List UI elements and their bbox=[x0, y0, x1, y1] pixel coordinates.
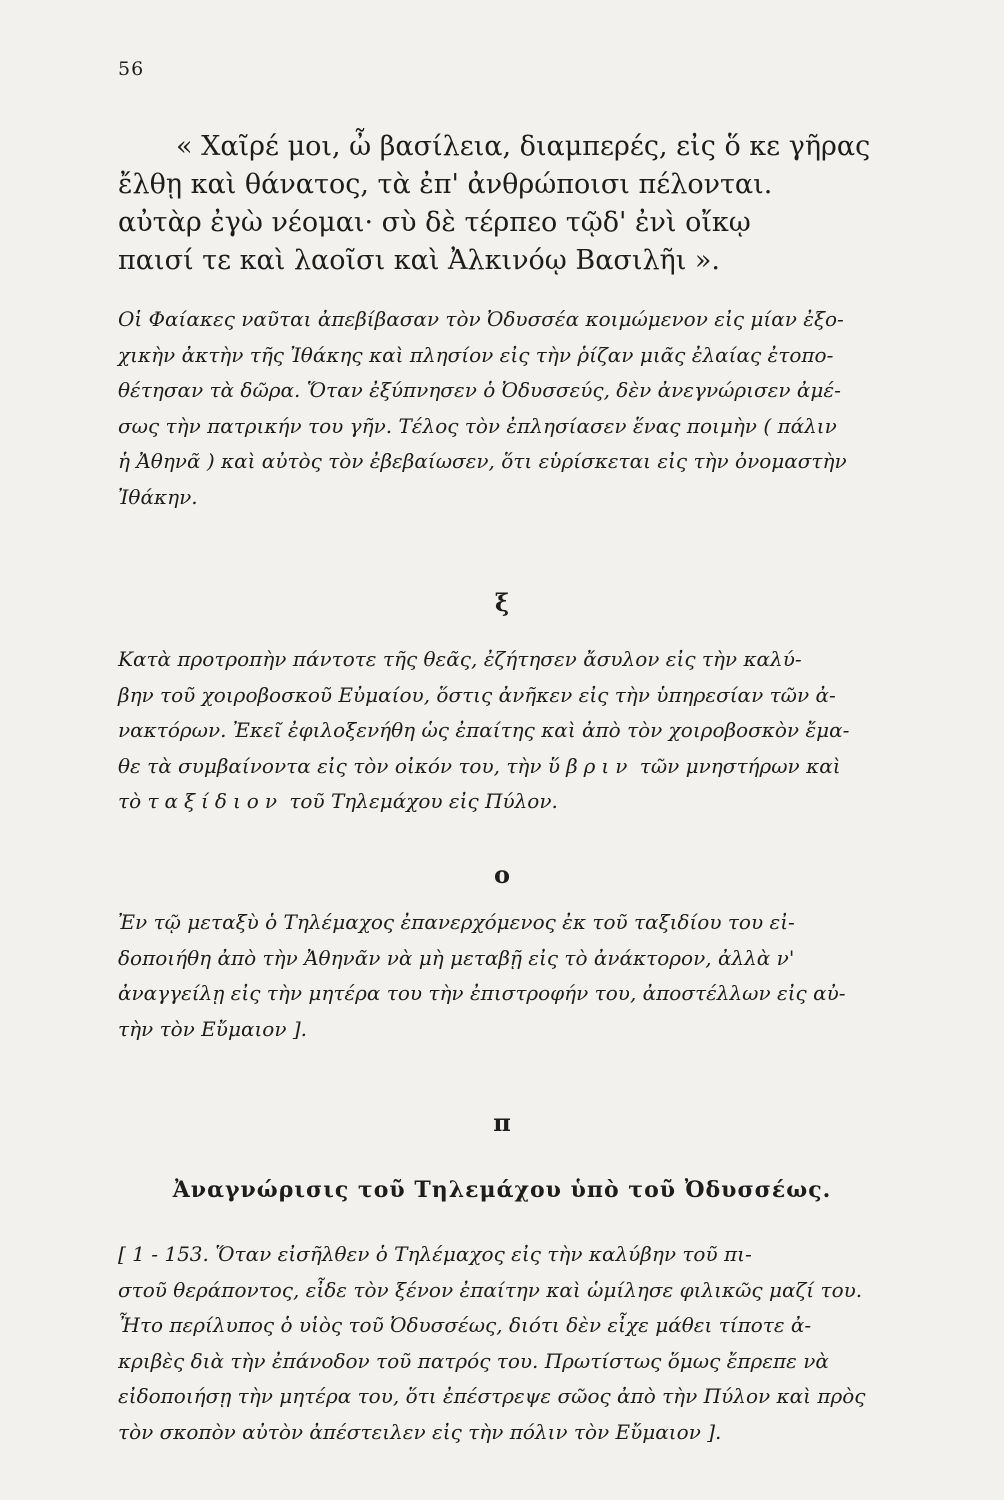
verse-quote bbox=[118, 128, 918, 280]
verse-line: « Χαῖρέ μοι, ὦ βασίλεια, διαμπερές, εἰς ὅ κε γῆρας bbox=[176, 131, 871, 162]
paragraph-line: νακτόρων. Ἐκεῖ ἐφιλοξενήθη ὡς ἐπαίτης καὶ ἀπὸ τὸν χοιροβοσκὸν ἔμα- bbox=[118, 718, 850, 742]
text-segment: θε τὰ συμβαίνοντα εἰς τὸν οἰκόν του, τὴν bbox=[118, 753, 542, 778]
paragraph-line: κριβὲς διὰ τὴν ἐπάνοδον τοῦ πατρός του. Πρωτίστως ὅμως ἔπρεπε νὰ bbox=[118, 1348, 829, 1373]
verse-line: παισί τε καὶ λαοῖσι καὶ Ἀλκινόῳ Βασιλῆι ». bbox=[118, 245, 721, 276]
verse-line: αὐτὰρ ἐγὼ νέομαι· σὺ δὲ τέρπεο τῷδ' ἐνὶ οἴκῳ bbox=[118, 207, 751, 238]
paragraph-line bbox=[118, 749, 960, 785]
paragraph-line: τὸν σκοπὸν αὐτὸν ἀπέστειλεν εἰς τὴν πόλιν τὸν Εὔμαιον ]. bbox=[118, 1419, 722, 1444]
summary-paragraph-1 bbox=[118, 302, 960, 515]
paragraph-line: χικὴν ἀκτὴν τῆς Ἰθάκης καὶ πλησίον εἰς τὴν ῥίζαν μιᾶς ἐλαίας ἐτοπο- bbox=[118, 342, 834, 367]
paragraph-line: ἀναγγείλῃ εἰς τὴν μητέρα του τὴν ἐπιστροφήν του, ἀποστέλλων εἰς αὐ- bbox=[118, 981, 846, 1005]
emphasized-word: ταξίδιον bbox=[147, 789, 283, 813]
paragraph-line: Κατὰ προτροπὴν πάντοτε τῆς θεᾶς, ἐζήτησεν ἄσυλον εἰς τὴν καλύ- bbox=[118, 647, 802, 671]
paragraph-line: τὴν τὸν Εὔμαιον ]. bbox=[118, 1016, 308, 1041]
paragraph-line bbox=[118, 784, 960, 820]
paragraph-line: θέτησαν τὰ δῶρα. Ὅταν ἐξύπνησεν ὁ Ὀδυσσεύς, δὲν ἀνεγνώρισεν ἀμέ- bbox=[118, 378, 841, 402]
paragraph-line: ἡ Ἀθηνᾶ ) καὶ αὐτὸς τὸν ἐβεβαίωσεν, ὅτι εὑρίσκεται εἰς τὴν ὀνομαστὴν bbox=[118, 449, 847, 473]
text-segment: τοῦ Τηλεμάχου εἰς Πύλον. bbox=[289, 789, 558, 813]
section-heading: Ἀναγνώρισις τοῦ Τηλεμάχου ὑπὸ τοῦ Ὀδυσσέως. bbox=[172, 1177, 832, 1203]
paragraph-line: εἰδοποιήσῃ τὴν μητέρα του, ὅτι ἐπέστρεψε σῶος ἀπὸ τὴν Πύλον καὶ πρὸς bbox=[118, 1384, 866, 1408]
emphasized-word: ὕβριν bbox=[547, 753, 634, 778]
paragraph-line: Ἐν τῷ μεταξὺ ὁ Τηλέμαχος ἐπανερχόμενος ἐκ τοῦ ταξιδίου του εἰ- bbox=[118, 910, 795, 934]
text-segment: τὸ bbox=[118, 789, 142, 813]
summary-paragraph-2 bbox=[118, 642, 960, 820]
summary-paragraph-4 bbox=[118, 1237, 960, 1450]
paragraph-line: δοποιήθη ἀπὸ τὴν Ἀθηνᾶν νὰ μὴ μεταβῇ εἰς τὸ ἀνάκτορον, ἀλλὰ ν' bbox=[118, 945, 795, 970]
paragraph-line: Ἦτο περίλυπος ὁ υἱὸς τοῦ Ὀδυσσέως, διότι δὲν εἶχε μάθει τίποτε ἀ- bbox=[118, 1313, 812, 1337]
page-number: 56 bbox=[118, 58, 145, 80]
paragraph-line: βην τοῦ χοιροβοσκοῦ Εὐμαίου, ὅστις ἀνῆκεν εἰς τὴν ὑπηρεσίαν τῶν ἀ- bbox=[118, 682, 836, 707]
paragraph-line: Οἱ Φαίακες ναῦται ἀπεβίβασαν τὸν Ὀδυσσέα κοιμώμενον εἰς μίαν ἐξο- bbox=[118, 307, 844, 331]
paragraph-line: στοῦ θεράποντος, εἶδε τὸν ξένον ἐπαίτην καὶ ὡμίλησε φιλικῶς μαζί του. bbox=[118, 1277, 863, 1302]
paragraph-line: Ἰθάκην. bbox=[118, 484, 198, 509]
book-letter-pi: π bbox=[493, 1108, 511, 1137]
paragraph-line: σως τὴν πατρικήν του γῆν. Τέλος τὸν ἐπλησίασεν ἕνας ποιμὴν ( πάλιν bbox=[118, 413, 837, 438]
book-letter-omicron: ο bbox=[493, 860, 510, 889]
book-letter-xi: ξ bbox=[494, 588, 510, 617]
paragraph-line: [ 1 - 153. Ὅταν εἰσῆλθεν ὁ Τηλέμαχος εἰς τὴν καλύβην τοῦ πι- bbox=[118, 1242, 752, 1266]
text-segment: τῶν μνηστήρων καὶ bbox=[639, 753, 841, 778]
summary-paragraph-3 bbox=[118, 905, 960, 1047]
verse-line: ἔλθῃ καὶ θάνατος, τὰ ἐπ' ἀνθρώποισι πέλονται. bbox=[118, 169, 773, 200]
